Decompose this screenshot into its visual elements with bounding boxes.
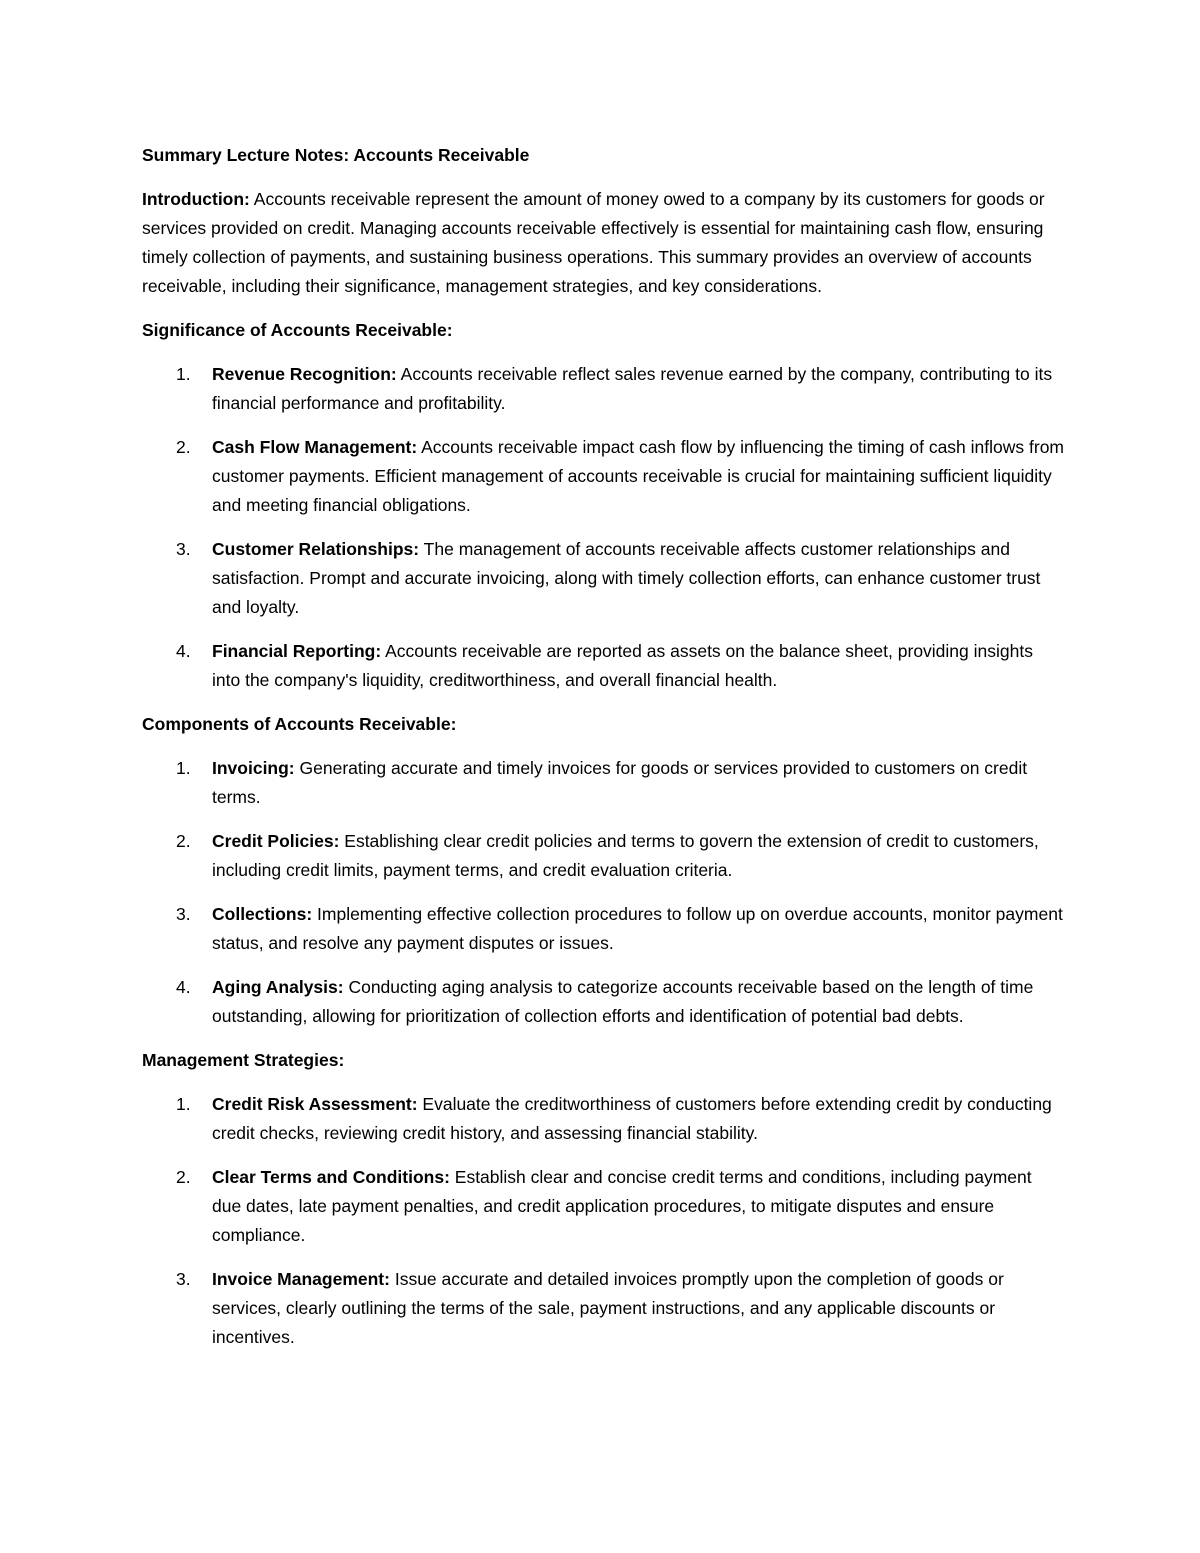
item-text: The management of accounts receivable affects customer relationships and satisfaction. Prompt and accurate invoicing, along with timely collection efforts, can enhance customer trust and loyalty.: [212, 539, 1041, 617]
intro-text: Accounts receivable represent the amount of money owed to a company by its customers for goods or services provided on credit. Managing accounts receivable effectively is essential for maintaining cash flow, ensuring timely collection of payments, and sustaining business operations. This summary provides an overview of accounts receivable, including their significance, management strategies, and key considerations.: [142, 189, 1045, 296]
item-term: Aging Analysis:: [212, 977, 344, 997]
list-item: [142, 1265, 1064, 1352]
item-text: Establishing clear credit policies and terms to govern the extension of credit to customers, including credit limits, payment terms, and credit evaluation criteria.: [212, 831, 1039, 880]
list-item: [142, 973, 1064, 1031]
item-term: Financial Reporting:: [212, 641, 382, 661]
item-term: Credit Risk Assessment:: [212, 1094, 418, 1114]
item-term: Invoice Management:: [212, 1269, 390, 1289]
item-text: Issue accurate and detailed invoices promptly upon the completion of goods or services, clearly outlining the terms of the sale, payment instructions, and any applicable discounts or incentives.: [212, 1269, 1004, 1347]
item-text: Evaluate the creditworthiness of customers before extending credit by conducting credit checks, reviewing credit history, and assessing financial stability.: [212, 1094, 1052, 1143]
intro-label: Introduction:: [142, 189, 250, 209]
list-item: [142, 900, 1064, 958]
list-item: [142, 360, 1064, 418]
item-text: Establish clear and concise credit terms and conditions, including payment due dates, late payment penalties, and credit application procedures, to mitigate disputes and ensure compliance.: [212, 1167, 1032, 1245]
item-number: 4.: [176, 641, 191, 661]
item-number: 3.: [176, 539, 191, 559]
list-item: [142, 754, 1064, 812]
item-number: 1.: [176, 1094, 191, 1114]
item-term: Customer Relationships:: [212, 539, 420, 559]
item-text: Accounts receivable reflect sales revenue earned by the company, contributing to its financial performance and profitability.: [212, 364, 1053, 413]
item-number: 4.: [176, 977, 191, 997]
item-term: Credit Policies:: [212, 831, 340, 851]
item-number: 1.: [176, 364, 191, 384]
intro-paragraph: [142, 185, 1064, 301]
item-text: Conducting aging analysis to categorize accounts receivable based on the length of time outstanding, allowing for prioritization of collection efforts and identification of potential bad debts.: [212, 977, 1034, 1026]
item-number: 2.: [176, 437, 191, 457]
item-term: Cash Flow Management:: [212, 437, 418, 457]
item-text: Accounts receivable impact cash flow by influencing the timing of cash inflows from customer payments. Efficient management of accounts receivable is crucial for maintaining sufficient liquidity and meeting financial obligations.: [212, 437, 1065, 515]
document-title: Summary Lecture Notes: Accounts Receivable: [142, 145, 530, 165]
section-heading-significance: Significance of Accounts Receivable:: [142, 320, 453, 340]
item-number: 3.: [176, 1269, 191, 1289]
list-item: [142, 827, 1064, 885]
list-item: [142, 433, 1064, 520]
item-number: 2.: [176, 1167, 191, 1187]
item-text: Accounts receivable are reported as assets on the balance sheet, providing insights into the company's liquidity, creditworthiness, and overall financial health.: [212, 641, 1033, 690]
item-text: Generating accurate and timely invoices for goods or services provided to customers on credit terms.: [212, 758, 1028, 807]
item-number: 1.: [176, 758, 191, 778]
components-list: [142, 754, 1064, 1031]
item-term: Revenue Recognition:: [212, 364, 397, 384]
section-heading-management: Management Strategies:: [142, 1050, 345, 1070]
section-heading-components: Components of Accounts Receivable:: [142, 714, 457, 734]
item-term: Clear Terms and Conditions:: [212, 1167, 450, 1187]
management-list: [142, 1090, 1064, 1352]
item-number: 3.: [176, 904, 191, 924]
item-term: Invoicing:: [212, 758, 295, 778]
list-item: [142, 1090, 1064, 1148]
list-item: [142, 637, 1064, 695]
list-item: [142, 535, 1064, 622]
item-number: 2.: [176, 831, 191, 851]
list-item: [142, 1163, 1064, 1250]
item-text: Implementing effective collection procedures to follow up on overdue accounts, monitor payment status, and resolve any payment disputes or issues.: [212, 904, 1063, 953]
document-page: [142, 141, 1064, 1367]
significance-list: [142, 360, 1064, 695]
item-term: Collections:: [212, 904, 313, 924]
